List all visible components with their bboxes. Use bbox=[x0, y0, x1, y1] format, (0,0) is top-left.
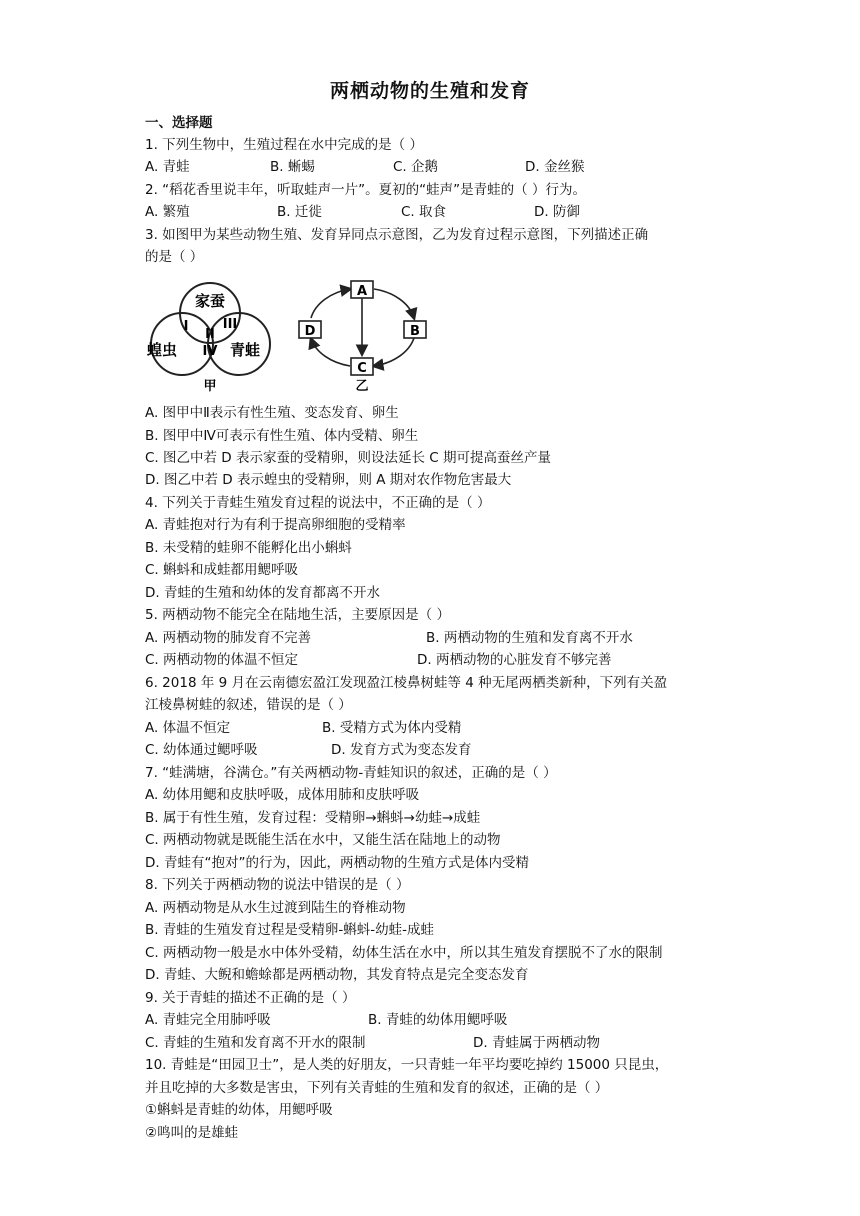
question-7-option-b: B. 属于有性生殖，发育过程：受精卵→蝌蚪→幼蛙→成蛙 bbox=[145, 810, 481, 826]
question-2-option-a: A. 繁殖 bbox=[145, 204, 190, 220]
question-8-option-a: A. 两栖动物是从水生过渡到陆生的脊椎动物 bbox=[145, 900, 406, 916]
cycle-diagram-yi bbox=[294, 276, 434, 396]
question-6-stem-line-1: 6. 2018 年 9 月在云南德宏盈江发现盈江棱鼻树蛙等 4 种无尾两栖类新种，下列有关盈 bbox=[145, 675, 668, 691]
question-6-option-c: C. 幼体通过鳃呼吸 bbox=[145, 742, 258, 758]
question-2-stem: 2. “稻花香里说丰年，听取蛙声一片”。夏初的“蛙声”是青蛙的（ ）行为。 bbox=[145, 182, 586, 198]
question-3-option-c: C. 图乙中若 D 表示家蚕的受精卵，则设法延长 C 期可提高蚕丝产量 bbox=[145, 450, 551, 466]
question-6-option-d: D. 发育方式为变态发育 bbox=[331, 742, 472, 758]
question-4-option-b: B. 未受精的蛙卵不能孵化出小蝌蚪 bbox=[145, 540, 352, 556]
question-8-option-d: D. 青蛙、大鲵和蟾蜍都是两栖动物，其发育特点是完全变态发育 bbox=[145, 967, 529, 983]
question-4-option-d: D. 青蛙的生殖和幼体的发育都离不开水 bbox=[145, 585, 380, 601]
question-1-stem: 1. 下列生物中，生殖过程在水中完成的是（ ） bbox=[145, 137, 423, 153]
question-5-option-a: A. 两栖动物的肺发育不完善 bbox=[145, 630, 312, 646]
question-2-option-b: B. 迁徙 bbox=[277, 204, 322, 220]
question-7-option-c: C. 两栖动物就是既能生活在水中，又能生活在陆地上的动物 bbox=[145, 832, 501, 848]
question-5-option-d: D. 两栖动物的心脏发育不够完善 bbox=[417, 652, 612, 668]
question-3-option-a: A. 图甲中Ⅱ表示有性生殖、变态发育、卵生 bbox=[145, 405, 399, 421]
page-title: 两栖动物的生殖和发育 bbox=[329, 80, 530, 102]
venn-label-locust: 蝗虫 bbox=[146, 341, 178, 359]
cycle-node-d: D bbox=[304, 324, 316, 339]
question-7-option-d: D. 青蛙有“抱对”的行为，因此，两栖动物的生殖方式是体内受精 bbox=[145, 855, 529, 871]
venn-label-frog: 青蛙 bbox=[229, 341, 261, 359]
venn-region-3: III bbox=[222, 317, 238, 332]
question-5-option-c: C. 两栖动物的体温不恒定 bbox=[145, 652, 299, 668]
cycle-arrow-a-to-b bbox=[374, 289, 414, 318]
question-10-stem-line-2: 并且吃掉的大多数是害虫，下列有关青蛙的生殖和发育的叙述，正确的是（ ） bbox=[145, 1080, 609, 1096]
section-heading: 一、选择题 bbox=[145, 115, 213, 131]
question-2-option-c: C. 取食 bbox=[401, 204, 447, 220]
cycle-arrow-d-to-a bbox=[311, 289, 350, 318]
question-8-stem: 8. 下列关于两栖动物的说法中错误的是（ ） bbox=[145, 877, 410, 893]
question-8-option-b: B. 青蛙的生殖发育过程是受精卵-蝌蚪-幼蛙-成蛙 bbox=[145, 922, 434, 938]
question-1-option-a: A. 青蛙 bbox=[145, 159, 190, 175]
cycle-caption: 乙 bbox=[355, 379, 369, 394]
question-9-option-a: A. 青蛙完全用肺呼吸 bbox=[145, 1012, 271, 1028]
question-7-stem: 7. “蛙满塘，谷满仓。”有关两栖动物-青蛙知识的叙述，正确的是（ ） bbox=[145, 765, 557, 781]
question-6-option-a: A. 体温不恒定 bbox=[145, 720, 231, 736]
question-1-option-d: D. 金丝猴 bbox=[525, 159, 585, 175]
question-10-stem-line-1: 10. 青蛙是“田园卫士”，是人类的好朋友，一只青蛙一年平均要吃掉约 15000 只昆虫， bbox=[145, 1057, 669, 1073]
question-4-option-c: C. 蝌蚪和成蛙都用鳃呼吸 bbox=[145, 562, 299, 578]
question-9-stem: 9. 关于青蛙的描述不正确的是（ ） bbox=[145, 990, 356, 1006]
question-3-stem-line-1: 3. 如图甲为某些动物生殖、发育异同点示意图，乙为发育过程示意图，下列描述正确 bbox=[145, 227, 649, 243]
venn-label-silkworm: 家蚕 bbox=[194, 292, 226, 310]
venn-diagram-jia bbox=[146, 280, 276, 396]
question-7-option-a: A. 幼体用鳃和皮肤呼吸，成体用肺和皮肤呼吸 bbox=[145, 787, 420, 803]
cycle-arrow-c-to-d bbox=[311, 339, 350, 366]
venn-caption: 甲 bbox=[203, 379, 217, 394]
question-4-stem: 4. 下列关于青蛙生殖发育过程的说法中，不正确的是（ ） bbox=[145, 495, 491, 511]
cycle-node-b: B bbox=[410, 324, 420, 339]
question-2-option-d: D. 防御 bbox=[534, 204, 580, 220]
venn-region-1: I bbox=[183, 319, 189, 334]
question-9-option-b: B. 青蛙的幼体用鳃呼吸 bbox=[368, 1012, 508, 1028]
question-3-stem-line-2: 的是（ ） bbox=[145, 249, 204, 265]
question-3-option-b: B. 图甲中Ⅳ可表示有性生殖、体内受精、卵生 bbox=[145, 428, 419, 444]
cycle-node-c: C bbox=[357, 361, 367, 376]
question-1-option-c: C. 企鹅 bbox=[393, 159, 439, 175]
question-10-item-2: ②鸣叫的是雄蛙 bbox=[145, 1125, 239, 1141]
question-6-stem-line-2: 江棱鼻树蛙的叙述，错误的是（ ） bbox=[145, 697, 352, 713]
question-5-option-b: B. 两栖动物的生殖和发育离不开水 bbox=[426, 630, 633, 646]
question-4-option-a: A. 青蛙抱对行为有利于提高卵细胞的受精率 bbox=[145, 517, 406, 533]
question-5-stem: 5. 两栖动物不能完全在陆地生活，主要原因是（ ） bbox=[145, 607, 450, 623]
venn-region-2: II bbox=[205, 327, 215, 342]
question-9-option-c: C. 青蛙的生殖和发育离不开水的限制 bbox=[145, 1035, 366, 1051]
question-6-option-b: B. 受精方式为体内受精 bbox=[322, 720, 462, 736]
question-9-option-d: D. 青蛙属于两栖动物 bbox=[473, 1035, 600, 1051]
question-3-option-d: D. 图乙中若 D 表示蝗虫的受精卵，则 A 期对农作物危害最大 bbox=[145, 472, 512, 488]
question-8-option-c: C. 两栖动物一般是水中体外受精，幼体生活在水中，所以其生殖发育摆脱不了水的限制 bbox=[145, 945, 663, 961]
cycle-arrow-b-to-c bbox=[374, 338, 414, 366]
venn-region-4: IV bbox=[202, 344, 218, 359]
question-1-option-b: B. 蜥蜴 bbox=[270, 159, 315, 175]
cycle-node-a: A bbox=[356, 284, 368, 299]
question-10-item-1: ①蝌蚪是青蛙的幼体，用鳃呼吸 bbox=[145, 1102, 333, 1118]
